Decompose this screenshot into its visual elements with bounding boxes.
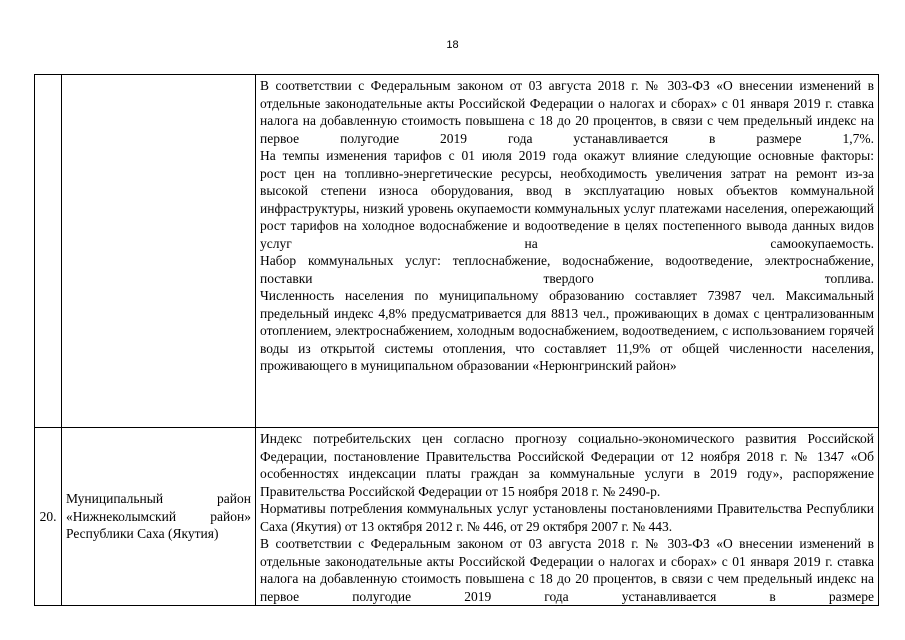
table-row	[35, 75, 879, 428]
description-cell	[256, 428, 879, 606]
paragraph: Нормативы потребления коммунальных услуг установлены постановлениями Правительства Республики Саха (Якутия) от 13 октября 2012 г. № 446, от 29 октября 2007 г. № 443.	[260, 501, 874, 534]
row-number	[35, 75, 62, 428]
paragraph: рост цен на топливно-энергетические ресурсы, необходимость увеличения затрат на ремонт из-за высокой степени износа оборудования, ввод в эксплуатацию новых объектов коммунальной инфраструктуры, низкий уровень окупаемости коммунальных услуг платежами населения, опережающий рост тарифов на холодное водоснабжение и водоотведение в целях постепенного вывода данных видов услуг на самоокупаемость.	[260, 165, 874, 251]
paragraph: Численность населения по муниципальному образованию составляет 73987 чел. Максимальный предельный индекс 4,8% предусматривается для 8813 чел., проживающих в домах с централизованным отоплением, электроснабжением, холодным водоснабжением, водоотведением, с использованием горячей воды из открытой системы отопления, что составляет 11,9% от общей численности населения, проживающего в муниципальном образовании «Нерюнгринский район»	[260, 288, 874, 373]
paragraph: Набор коммунальных услуг: теплоснабжение, водоснабжение, водоотведение, электроснабжение, поставки твердого топлива.	[260, 253, 874, 286]
paragraph: В соответствии с Федеральным законом от 03 августа 2018 г. № 303-ФЗ «О внесении изменений в отдельные законодательные акты Российской Федерации о налогах и сборах» с 01 января 2019 г. ставка налога на добавленную стоимость повышена с 18 до 20 процентов, в связи с чем предельный индекс на первое полугодие 2019 года устанавливается в размере 1,7%.	[260, 78, 874, 146]
table-row	[35, 428, 879, 606]
paragraph: В соответствии с Федеральным законом от 03 августа 2018 г. № 303-ФЗ «О внесении изменений в отдельные законодательные акты Российской Федерации о налогах и сборах» с 01 января 2019 г. ставка налога на добавленную стоимость повышена с 18 до 20 процентов, в связи с чем предельный индекс на первое полугодие 2019 года устанавливается в размере	[260, 536, 874, 604]
municipality-name	[62, 75, 256, 428]
municipality-name: Муниципальный район «Нижнеколымский район» Республики Саха (Якутия)	[62, 428, 256, 606]
description-cell	[256, 75, 879, 428]
paragraph: Индекс потребительских цен согласно прогнозу социально-экономического развития Российской Федерации, постановление Правительства Российской Федерации от 12 ноября 2018 г. № 1347 «Об особенностях индексации платы граждан за коммунальные услуги в 2019 году», распоряжение Правительства Российской Федерации от 15 ноября 2018 г. № 2490-р.	[260, 431, 874, 499]
row-number: 20.	[35, 428, 62, 606]
page-number: 18	[446, 39, 459, 51]
document-table	[34, 74, 879, 606]
paragraph: На темпы изменения тарифов с 01 июля 2019 года окажут влияние следующие основные факторы:	[260, 148, 874, 163]
